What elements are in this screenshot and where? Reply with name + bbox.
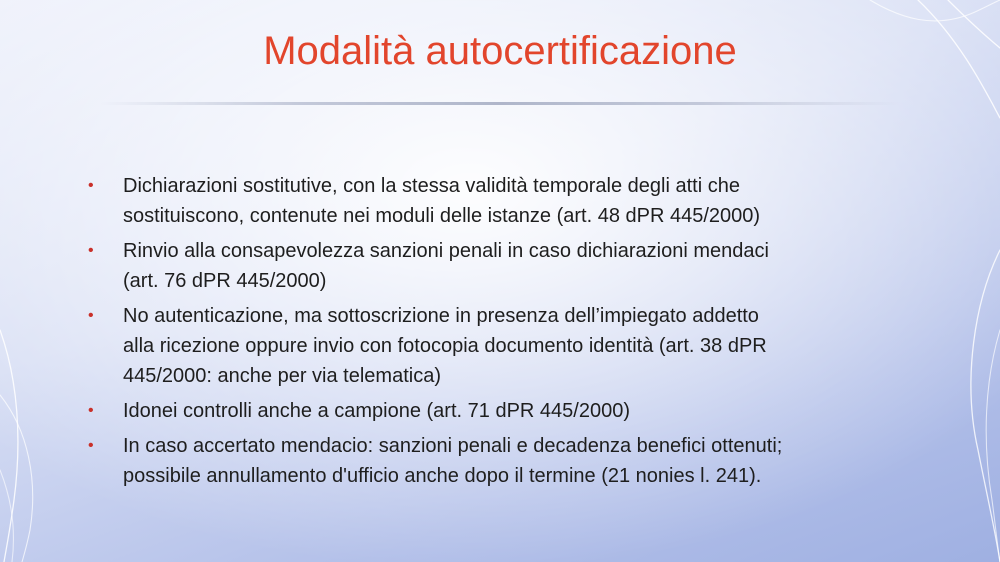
bullet-line: sostituiscono, contenute nei moduli delle istanze (art. 48 dPR 445/2000) [123,205,761,227]
bullet-line: In caso accertato mendacio: sanzioni penali e decadenza benefici ottenuti; [123,435,783,457]
bullet-line: (art. 76 dPR 445/2000) [123,270,327,292]
bullet-line: Dichiarazioni sostitutive, con la stessa validità temporale degli atti che [123,175,740,197]
slide-title: Modalità autocertificazione [263,29,737,73]
bullet-line: No autenticazione, ma sottoscrizione in presenza dell’impiegato addetto [123,305,759,327]
bullet-icon: • [88,307,94,324]
bullet-item [88,236,908,296]
bullet-icon: • [88,437,94,454]
bullet-line: Idonei controlli anche a campione (art. 71 dPR 445/2000) [123,400,630,422]
bullet-list [88,171,908,496]
deco-curve-right-1 [971,250,1000,562]
bullet-item [88,396,908,426]
bullet-line: possibile annullamento d'ufficio anche dopo il termine (21 nonies l. 241). [123,465,762,487]
bullet-line: Rinvio alla consapevolezza sanzioni penali in caso dichiarazioni mendaci [123,240,769,262]
deco-curve-left-1 [0,330,18,562]
title-divider [100,102,900,105]
bullet-item [88,301,908,391]
bullet-line: alla ricezione oppure invio con fotocopia documento identità (art. 38 dPR [123,335,767,357]
bullet-icon: • [88,177,94,194]
bullet-icon: • [88,402,94,419]
bullet-item [88,431,908,491]
bullet-line: 445/2000: anche per via telematica) [123,365,441,387]
bullet-item [88,171,908,231]
bullet-icon: • [88,242,94,259]
